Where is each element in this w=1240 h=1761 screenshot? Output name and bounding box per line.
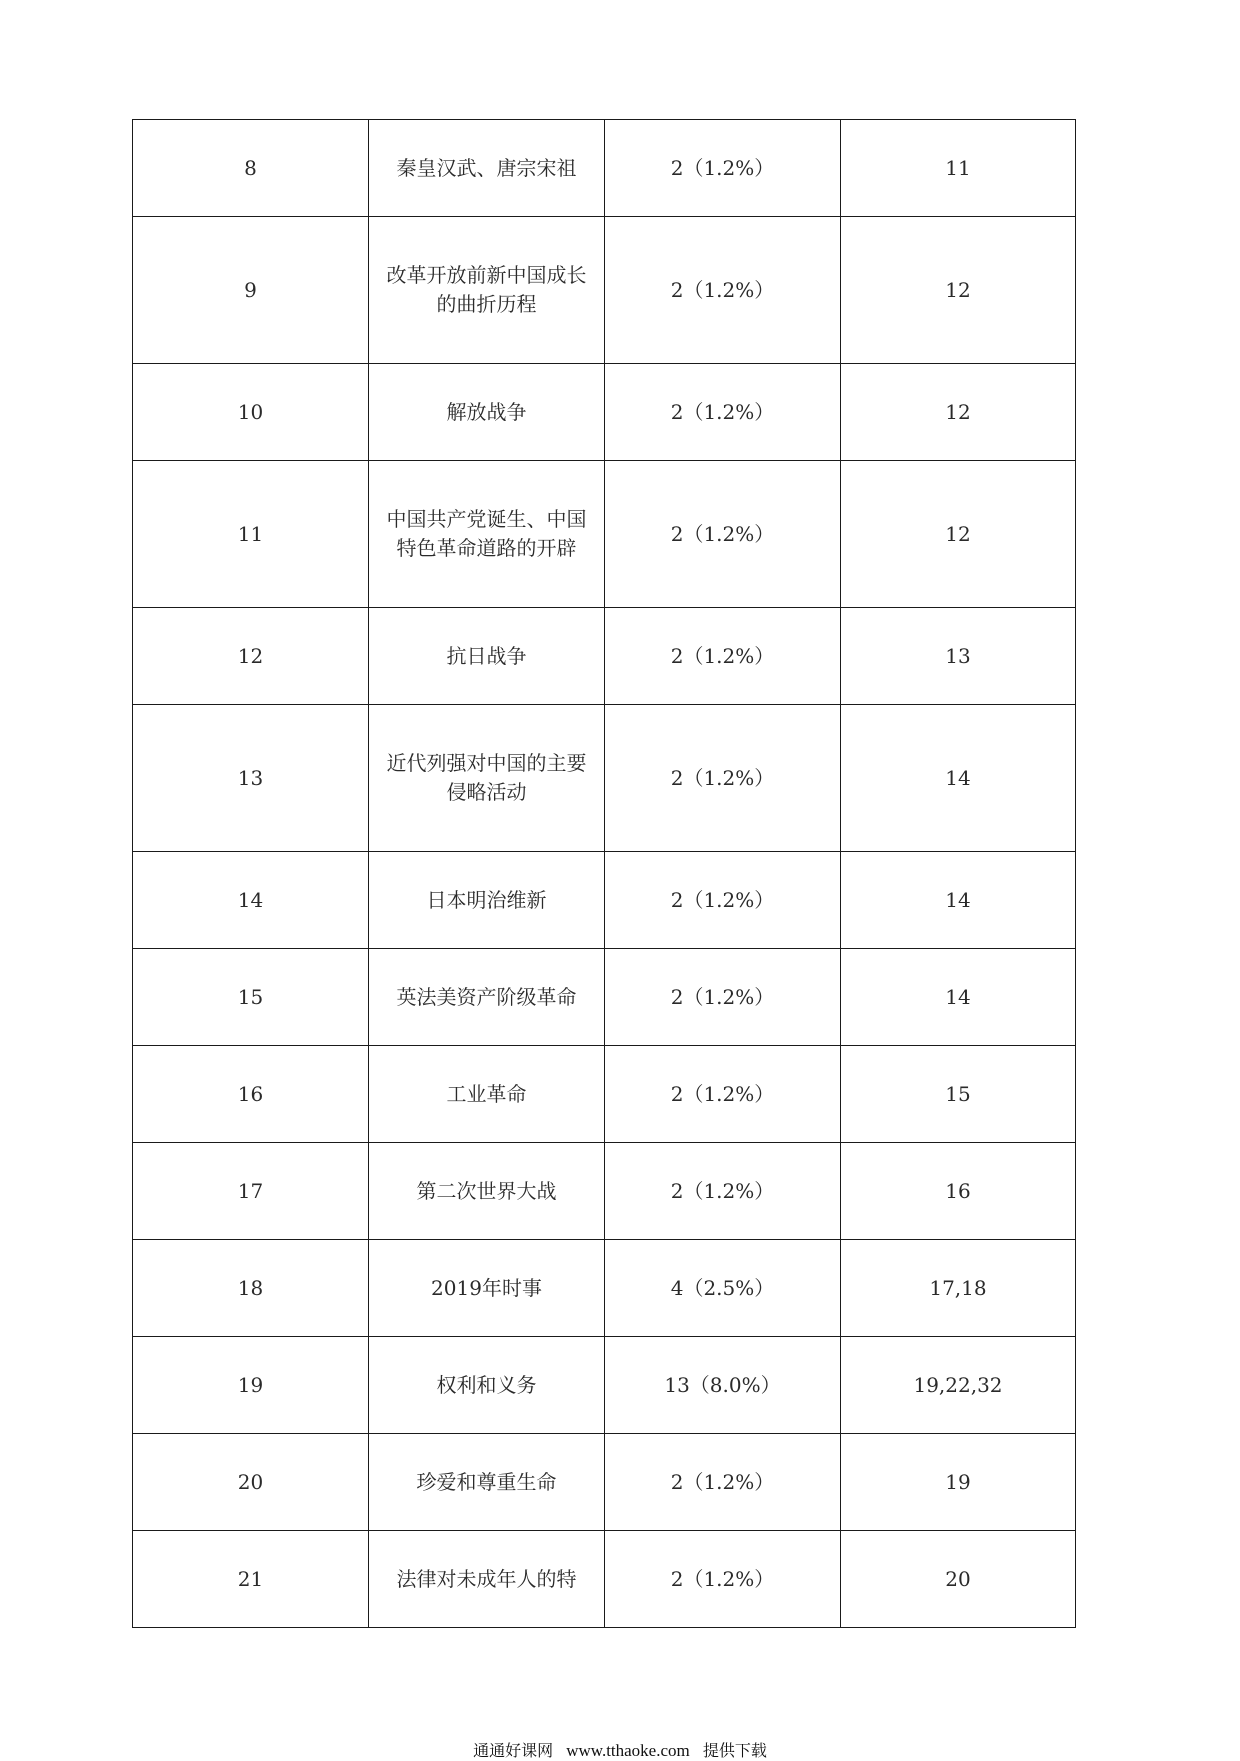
- table-row: [133, 1240, 1076, 1337]
- question-numbers-cell: 19: [841, 1434, 1076, 1531]
- question-numbers-cell: 14: [841, 705, 1076, 852]
- question-numbers-cell: 12: [841, 217, 1076, 364]
- question-numbers-cell: 20: [841, 1531, 1076, 1628]
- topic-cell: 抗日战争: [369, 608, 605, 705]
- count-percentage-cell: 2（1.2%）: [605, 608, 841, 705]
- question-numbers-cell: 13: [841, 608, 1076, 705]
- table-row: [133, 1337, 1076, 1434]
- footer-url-link[interactable]: www.tthaoke.com: [566, 1741, 690, 1760]
- table-row: [133, 364, 1076, 461]
- count-percentage-cell: 4（2.5%）: [605, 1240, 841, 1337]
- table-row: [133, 705, 1076, 852]
- table-row: [133, 1531, 1076, 1628]
- question-numbers-cell: 14: [841, 949, 1076, 1046]
- page-footer: [0, 1738, 1240, 1761]
- count-percentage-cell: 2（1.2%）: [605, 1046, 841, 1143]
- topic-cell: 解放战争: [369, 364, 605, 461]
- question-numbers-cell: 14: [841, 852, 1076, 949]
- topic-statistics-table: [132, 119, 1076, 1628]
- table-row: [133, 608, 1076, 705]
- row-number-cell: 19: [133, 1337, 369, 1434]
- row-number-cell: 15: [133, 949, 369, 1046]
- table-row: [133, 1143, 1076, 1240]
- count-percentage-cell: 2（1.2%）: [605, 1531, 841, 1628]
- count-percentage-cell: 2（1.2%）: [605, 217, 841, 364]
- footer-suffix: 提供下载: [702, 1741, 767, 1760]
- question-numbers-cell: 15: [841, 1046, 1076, 1143]
- topic-cell: 2019年时事: [369, 1240, 605, 1337]
- count-percentage-cell: 2（1.2%）: [605, 461, 841, 608]
- table-row: [133, 1434, 1076, 1531]
- topic-cell: 秦皇汉武、唐宗宋祖: [369, 120, 605, 217]
- topic-cell: 改革开放前新中国成长的曲折历程: [369, 217, 605, 364]
- question-numbers-cell: 16: [841, 1143, 1076, 1240]
- topic-cell: 法律对未成年人的特: [369, 1531, 605, 1628]
- row-number-cell: 12: [133, 608, 369, 705]
- topic-cell: 日本明治维新: [369, 852, 605, 949]
- row-number-cell: 8: [133, 120, 369, 217]
- table-row: [133, 852, 1076, 949]
- topic-cell: 第二次世界大战: [369, 1143, 605, 1240]
- question-numbers-cell: 11: [841, 120, 1076, 217]
- question-numbers-cell: 12: [841, 461, 1076, 608]
- table-row: [133, 461, 1076, 608]
- table-row: [133, 1046, 1076, 1143]
- count-percentage-cell: 2（1.2%）: [605, 364, 841, 461]
- count-percentage-cell: 13（8.0%）: [605, 1337, 841, 1434]
- row-number-cell: 11: [133, 461, 369, 608]
- row-number-cell: 16: [133, 1046, 369, 1143]
- count-percentage-cell: 2（1.2%）: [605, 852, 841, 949]
- table-row: [133, 120, 1076, 217]
- topic-cell: 英法美资产阶级革命: [369, 949, 605, 1046]
- footer-site-name: 通通好课网: [473, 1741, 554, 1760]
- count-percentage-cell: 2（1.2%）: [605, 949, 841, 1046]
- row-number-cell: 10: [133, 364, 369, 461]
- table-row: [133, 217, 1076, 364]
- row-number-cell: 18: [133, 1240, 369, 1337]
- topic-cell: 权利和义务: [369, 1337, 605, 1434]
- topic-cell: 工业革命: [369, 1046, 605, 1143]
- count-percentage-cell: 2（1.2%）: [605, 705, 841, 852]
- row-number-cell: 17: [133, 1143, 369, 1240]
- row-number-cell: 9: [133, 217, 369, 364]
- table-row: [133, 949, 1076, 1046]
- count-percentage-cell: 2（1.2%）: [605, 120, 841, 217]
- row-number-cell: 21: [133, 1531, 369, 1628]
- row-number-cell: 13: [133, 705, 369, 852]
- row-number-cell: 14: [133, 852, 369, 949]
- count-percentage-cell: 2（1.2%）: [605, 1143, 841, 1240]
- count-percentage-cell: 2（1.2%）: [605, 1434, 841, 1531]
- question-numbers-cell: 12: [841, 364, 1076, 461]
- question-numbers-cell: 17,18: [841, 1240, 1076, 1337]
- topic-cell: 珍爱和尊重生命: [369, 1434, 605, 1531]
- question-numbers-cell: 19,22,32: [841, 1337, 1076, 1434]
- topic-cell: 中国共产党诞生、中国特色革命道路的开辟: [369, 461, 605, 608]
- topic-cell: 近代列强对中国的主要侵略活动: [369, 705, 605, 852]
- row-number-cell: 20: [133, 1434, 369, 1531]
